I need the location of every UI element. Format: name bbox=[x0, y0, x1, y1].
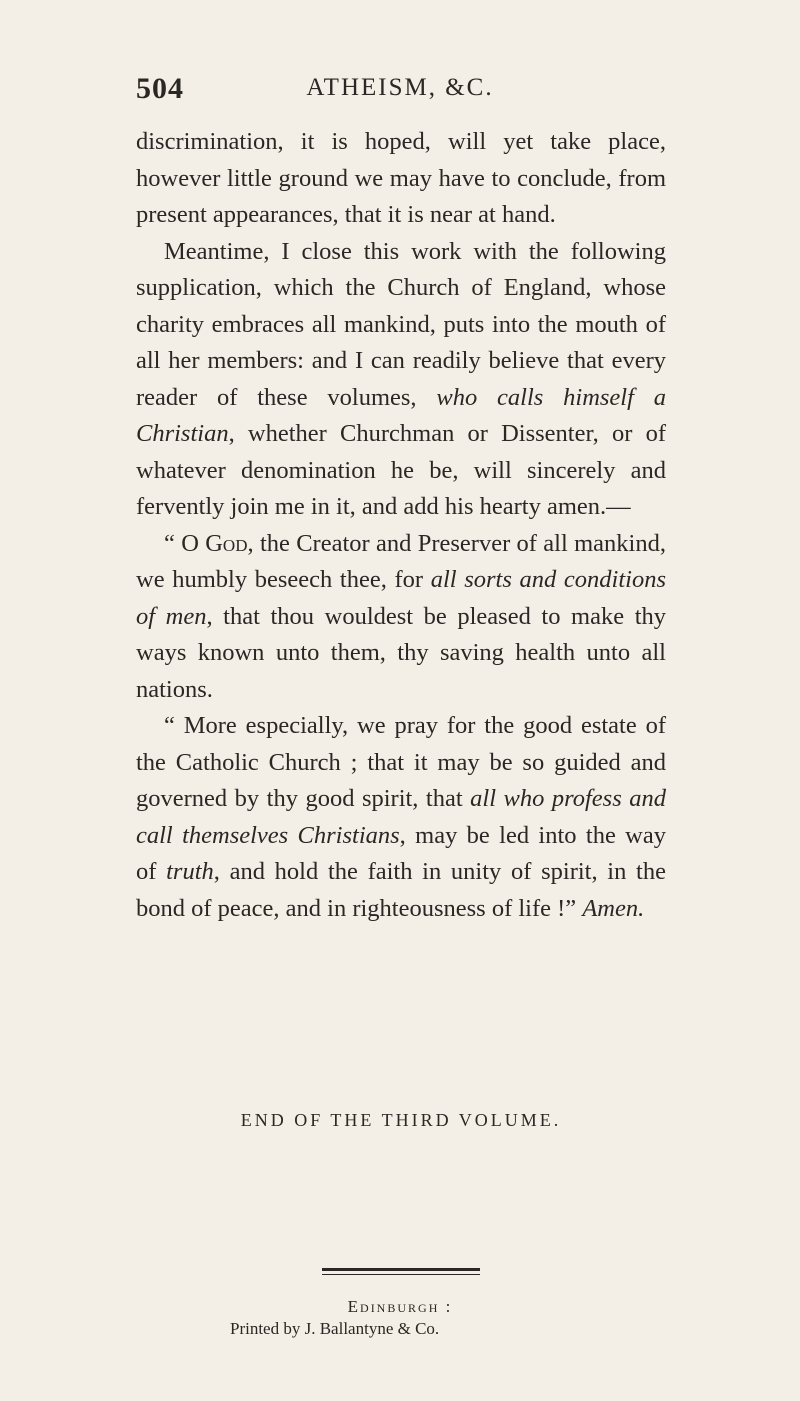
running-head: ATHEISM, &C. bbox=[306, 74, 494, 101]
imprint-printer: Printed by J. Ballantyne & Co. bbox=[230, 1319, 440, 1338]
italic-phrase: who calls himself a Christian bbox=[136, 383, 666, 447]
paragraph-1: discrimination, it is hoped, will yet take place, however little ground we may have to conclude, from present appearances, that it is near at hand. bbox=[136, 128, 666, 228]
paragraph-2: Meantime, I close this work with the following supplication, which the Church of England, whose charity embraces all mankind, puts into the mouth of all her members: and I can readily believe that every reader of these volumes, who calls himself a Christian, whether Churchman or Dissenter, or of whatever denomination he be, will sincerely and fervently join me in it, and add his hearty amen.— bbox=[136, 237, 666, 520]
end-of-volume-line: END OF THE THIRD VOLUME. bbox=[240, 1110, 562, 1130]
italic-phrase: all who profess and call themselves Christians bbox=[136, 785, 666, 849]
imprint-city: Edinburgh : bbox=[347, 1297, 453, 1316]
amen: Amen. bbox=[582, 894, 645, 922]
paragraph-4: “ More especially, we pray for the good estate of the Catholic Church ; that it may be so guided and governed by thy good spirit, that all who profess and call themselves Christians, may be led into the way of truth, and hold the faith in unity of spirit, in the bond of peace, and in righteousness of life !” Amen. bbox=[136, 712, 666, 922]
body-text bbox=[136, 124, 666, 927]
divider-rule-thin bbox=[322, 1274, 480, 1275]
italic-phrase: truth bbox=[166, 858, 214, 885]
paragraph-3: “ O God, the Creator and Preserver of all mankind, we humbly beseech thee, for all sorts and conditions of men, that thou wouldest be pleased to make thy ways known unto them, thy saving health unto all nations. bbox=[136, 529, 667, 703]
page-number: 504 bbox=[136, 72, 184, 105]
small-caps-god: God bbox=[205, 529, 248, 557]
divider-rule bbox=[322, 1268, 480, 1271]
italic-phrase: all sorts and conditions of men bbox=[136, 566, 666, 630]
page-header bbox=[136, 72, 664, 108]
printer-imprint bbox=[230, 1296, 570, 1340]
